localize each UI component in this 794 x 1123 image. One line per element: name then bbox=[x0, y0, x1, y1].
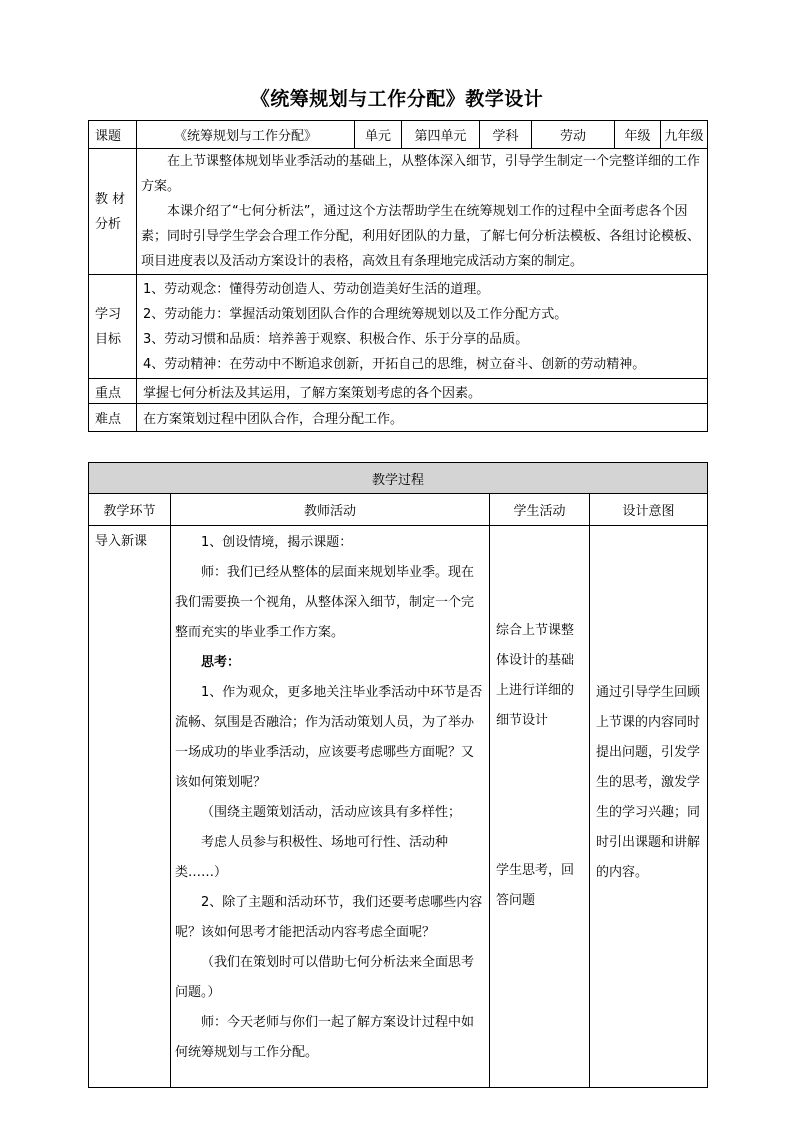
grade-value: 九年级 bbox=[661, 121, 708, 149]
goals-label-line2: 目标 bbox=[95, 331, 122, 347]
teacher-line: 2、除了主题和活动环节，我们还要考虑哪些内容呢？该如何思考才能把活动内容考虑全面呢？ bbox=[175, 895, 483, 940]
teacher-line: 1、作为观众，更多地关注毕业季活动中环节是否流畅、氛围是否融洽；作为活动策划人员，为了举办一场成功的毕业季活动，应该要考虑哪些方面呢？又该如何策划呢？ bbox=[175, 685, 483, 790]
unit-value: 第四单元 bbox=[402, 121, 480, 149]
teacher-think-heading: 思考： bbox=[201, 655, 241, 670]
teaching-process-table bbox=[88, 462, 708, 1088]
header-intent: 设计意图 bbox=[590, 494, 708, 526]
key-point-value: 掌握七何分析法及其运用，了解方案策划考虑的各个因素。 bbox=[137, 379, 708, 404]
teacher-activity bbox=[171, 526, 490, 1088]
goals-label-line1: 学习 bbox=[95, 306, 122, 322]
difficulty-value: 在方案策划过程中团队合作，合理分配工作。 bbox=[137, 404, 708, 432]
subject-label: 学科 bbox=[480, 121, 532, 149]
analysis-paragraph-2: 本课介绍了“七何分析法”，通过这个方法帮助学生在统筹规划工作的过程中全面考虑各个因素；同时引导学生学会合理工作分配，利用好团队的力量，了解七何分析法模板、各组讨论模板、项目进度表以及活动方案设计的表格，高效且有条理地完成活动方案的制定。 bbox=[141, 204, 701, 269]
design-intent bbox=[590, 526, 708, 1088]
goal-item: 3、劳动习惯和品质：培养善于观察、积极合作、乐于分享的品质。 bbox=[143, 331, 529, 347]
goals-content bbox=[137, 275, 708, 379]
header-teacher: 教师活动 bbox=[171, 494, 490, 526]
analysis-label bbox=[89, 149, 137, 275]
teacher-line: 师：我们已经从整体的层面来规划毕业季。现在我们需要换一个视角，从整体深入细节，制定一个完整而充实的毕业季工作方案。 bbox=[175, 565, 475, 640]
intent-text: 通过引导学生回顾上节课的内容同时提出问题，引发学生的思考，激发学生的学习兴趣；同时引出课题和讲解的内容。 bbox=[596, 685, 701, 880]
grade-label: 年级 bbox=[615, 121, 661, 149]
goal-item: 2、劳动能力：掌握活动策划团队合作的合理统筹规划以及工作分配方式。 bbox=[143, 306, 568, 322]
process-band-title: 教学过程 bbox=[89, 463, 708, 494]
goal-item: 1、劳动观念：懂得劳动创造人、劳动创造美好生活的道理。 bbox=[143, 281, 490, 297]
unit-label: 单元 bbox=[355, 121, 402, 149]
goals-label bbox=[89, 275, 137, 379]
header-student: 学生活动 bbox=[490, 494, 590, 526]
topic-value: 《统筹规划与工作分配》 bbox=[137, 121, 355, 149]
key-point-label: 重点 bbox=[89, 379, 137, 404]
subject-value: 劳动 bbox=[532, 121, 615, 149]
analysis-label-line1: 教 材 bbox=[95, 191, 126, 207]
goal-item: 4、劳动精神：在劳动中不断追求创新，开拓自己的思维，树立奋斗、创新的劳动精神。 bbox=[143, 356, 646, 372]
course-info-table bbox=[88, 120, 708, 432]
teacher-line: 1、创设情境，揭示课题： bbox=[201, 535, 353, 550]
analysis-label-line2: 分析 bbox=[95, 216, 122, 232]
stage-cell: 导入新课 bbox=[89, 526, 171, 1088]
analysis-paragraph-1: 在上节课整体规划毕业季活动的基础上，从整体深入细节，引导学生制定一个完整详细的工作方案。 bbox=[141, 154, 701, 194]
topic-label: 课题 bbox=[89, 121, 137, 149]
teacher-line: 考虑人员参与积极性、场地可行性、活动种类……） bbox=[175, 835, 449, 880]
student-activity bbox=[490, 526, 590, 1088]
teacher-line: 师：今天老师与你们一起了解方案设计过程中如何统筹规划与工作分配。 bbox=[175, 1015, 475, 1060]
teacher-line: （我们在策划时可以借助七何分析法来全面思考问题。） bbox=[175, 955, 475, 1000]
analysis-content bbox=[137, 149, 708, 275]
difficulty-label: 难点 bbox=[89, 404, 137, 432]
student-text-2: 学生思考，回答问题 bbox=[496, 863, 575, 908]
header-stage: 教学环节 bbox=[89, 494, 171, 526]
teacher-line: （围绕主题策划活动，活动应该具有多样性； bbox=[201, 805, 462, 820]
page-title: 《统筹规划与工作分配》教学设计 bbox=[250, 88, 544, 110]
student-text-1: 综合上节课整体设计的基础上进行详细的细节设计 bbox=[496, 623, 575, 728]
